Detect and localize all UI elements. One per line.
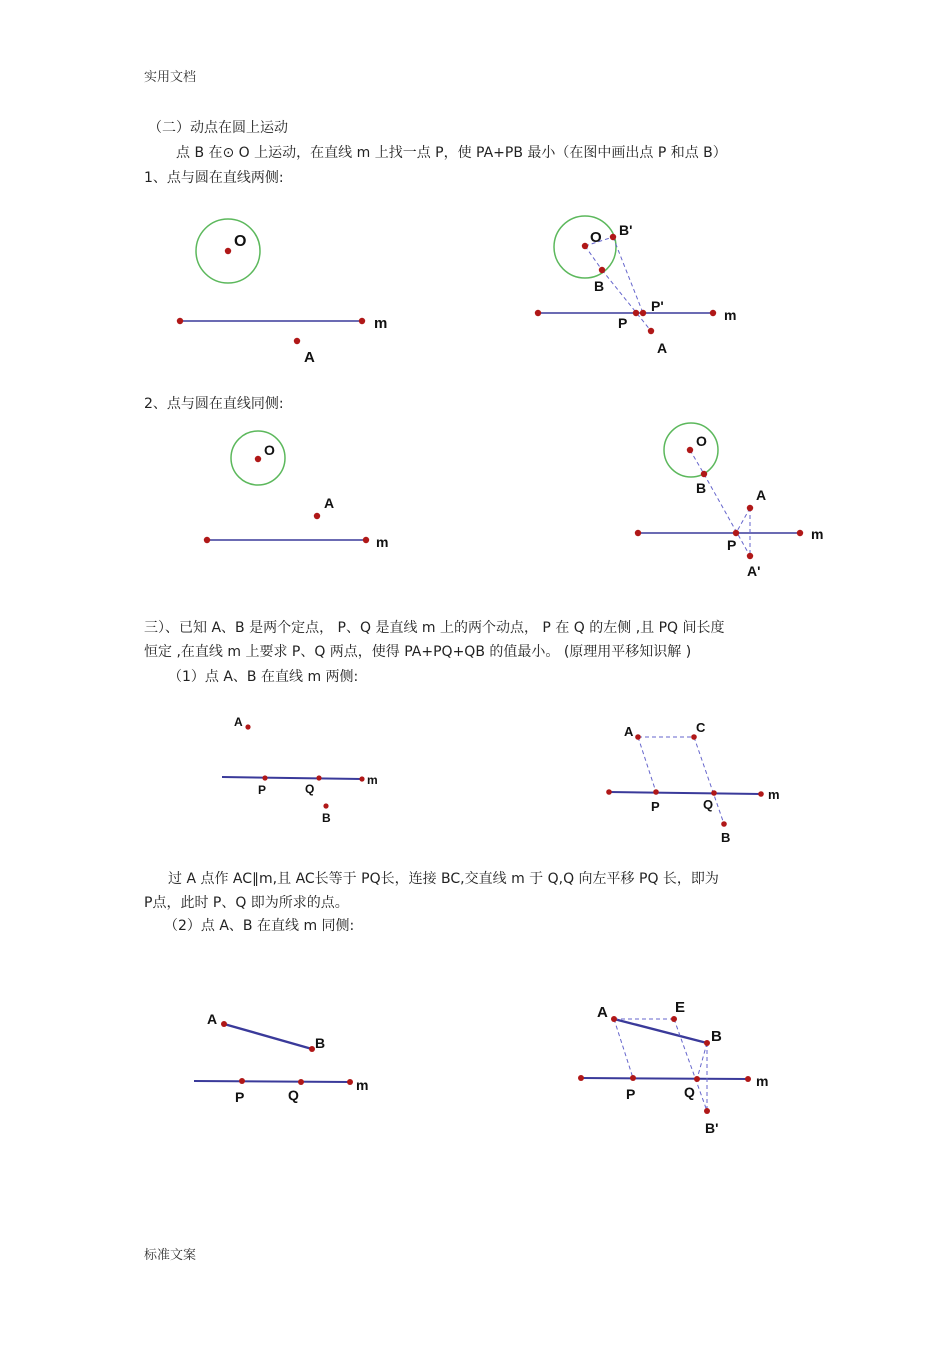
- section-2-title: （二）动点在圆上运动: [148, 120, 288, 136]
- line-endpoint: [578, 1075, 584, 1081]
- point-b: [701, 471, 707, 477]
- label-p: P: [618, 315, 628, 331]
- label-q: Q: [684, 1084, 695, 1100]
- line-m: [609, 792, 761, 794]
- point-o: [687, 447, 693, 453]
- figure-translation-opposite-right: [606, 720, 779, 845]
- figure-circle-same-left: [204, 431, 389, 550]
- line-endpoint: [177, 318, 183, 324]
- label-q: Q: [305, 782, 315, 796]
- label-m: m: [356, 1077, 369, 1093]
- label-a: A: [234, 715, 243, 729]
- label-b: B: [721, 830, 731, 845]
- line-endpoint: [359, 776, 364, 781]
- point-p-prime: [640, 310, 646, 316]
- point-p: [653, 789, 659, 795]
- point-p: [630, 1075, 636, 1081]
- point-a: [221, 1021, 227, 1027]
- line-endpoint: [347, 1079, 353, 1085]
- line-endpoint: [710, 310, 716, 316]
- label-b: B: [594, 278, 605, 294]
- label-a: A: [597, 1004, 608, 1021]
- point-o: [225, 248, 231, 254]
- label-m: m: [756, 1073, 769, 1089]
- figure-translation-opposite-left: [222, 715, 378, 825]
- point-b: [721, 821, 727, 827]
- line-m: [222, 777, 362, 779]
- line-endpoint: [758, 791, 764, 797]
- label-p: P: [626, 1086, 636, 1102]
- point-b: [704, 1040, 710, 1046]
- label-m: m: [724, 307, 737, 323]
- figure-circle-same-right: [635, 423, 824, 579]
- line-endpoint: [745, 1076, 751, 1082]
- dashed-ap: [614, 1019, 633, 1078]
- label-q: Q: [288, 1087, 299, 1103]
- dashed-ob: [690, 450, 704, 474]
- label-o: O: [590, 229, 602, 246]
- point-p: [262, 775, 267, 780]
- section-2-problem: 点 B 在⊙ O 上运动，在直线 m 上找一点 P，使 PA+PB 最小（在图中画出点 P 和点 B）: [176, 145, 727, 161]
- label-o: O: [234, 233, 247, 250]
- point-a: [611, 1016, 617, 1022]
- point-b-prime: [704, 1108, 710, 1114]
- label-p: P: [235, 1089, 245, 1105]
- line-m: [194, 1081, 350, 1082]
- label-c: C: [696, 720, 706, 735]
- line-endpoint: [363, 537, 369, 543]
- section-3-line-1: 三）、已知 A、B 是两个定点， P、Q 是直线 m 上的两个动点， P 在 Q 的左侧 ,且 PQ 间长度: [144, 620, 725, 636]
- label-m: m: [811, 526, 824, 542]
- point-a: [294, 338, 300, 344]
- point-q: [694, 1076, 700, 1082]
- point-a: [635, 734, 641, 740]
- point-b: [599, 267, 605, 273]
- figure-circle-opposite-right: [535, 216, 737, 356]
- point-b-prime: [610, 234, 616, 240]
- label-p: P: [651, 799, 660, 814]
- section-3-case-2: （2）点 A、B 在直线 m 同侧:: [164, 918, 355, 934]
- dashed-bq: [697, 1043, 707, 1079]
- label-a: A: [756, 487, 767, 503]
- line-endpoint: [535, 310, 541, 316]
- section-3-line-2: 恒定 ,在直线 m 上要求 P、Q 两点，使得 PA+PQ+QB 的值最小。 (原理用平移知识解 ): [144, 644, 692, 660]
- section-2-case-1: 1、点与圆在直线两侧:: [144, 170, 284, 186]
- section-2-case-2: 2、点与圆在直线同侧:: [144, 396, 284, 412]
- label-b: B: [322, 811, 331, 825]
- label-a: A: [207, 1011, 218, 1027]
- segment-ab: [224, 1024, 312, 1049]
- segment-ab: [614, 1019, 707, 1043]
- line-endpoint: [359, 318, 365, 324]
- label-a-prime: A': [747, 563, 761, 579]
- section-3-case-1: （1）点 A、B 在直线 m 两侧:: [168, 669, 359, 685]
- dashed-b-prime-p-prime: [613, 237, 643, 313]
- dashed-a-p: [736, 508, 750, 533]
- point-c: [691, 734, 697, 740]
- label-b: B: [696, 480, 707, 496]
- label-e: E: [675, 999, 686, 1016]
- label-p: P: [727, 537, 737, 553]
- dashed-ob: [585, 246, 602, 270]
- figure-translation-same-left: [194, 1011, 368, 1105]
- point-p: [239, 1078, 245, 1084]
- label-m: m: [374, 315, 388, 332]
- section-3-explain-2: P点，此时 P、Q 即为所求的点。: [144, 895, 349, 911]
- point-a: [747, 505, 753, 511]
- figure-translation-same-right: [578, 999, 768, 1136]
- label-a: A: [304, 349, 315, 366]
- label-b: B: [315, 1035, 326, 1051]
- point-p: [733, 530, 739, 536]
- label-b-prime: B': [705, 1120, 719, 1136]
- label-p: P: [258, 783, 267, 797]
- point-a-prime: [747, 553, 753, 559]
- label-a: A: [657, 340, 668, 356]
- line-endpoint: [797, 530, 803, 536]
- point-q: [298, 1079, 304, 1085]
- point-q: [316, 775, 321, 780]
- label-m: m: [768, 787, 780, 802]
- section-3-explain-1: 过 A 点作 AC∥m,且 AC长等于 PQ长，连接 BC,交直线 m 于 Q,Q 向左平移 PQ 长，即为: [168, 871, 719, 887]
- figure-circle-opposite-left: [177, 219, 388, 366]
- point-o: [582, 243, 588, 249]
- point-p: [633, 310, 639, 316]
- line-endpoint: [606, 789, 612, 795]
- label-p-prime: P': [651, 298, 664, 314]
- point-e: [671, 1016, 677, 1022]
- line-endpoint: [635, 530, 641, 536]
- line-endpoint: [204, 537, 210, 543]
- point-a: [245, 724, 250, 729]
- dashed-ap: [638, 737, 656, 792]
- label-b: B: [711, 1028, 722, 1045]
- label-q: Q: [703, 797, 714, 812]
- label-o: O: [696, 433, 707, 449]
- point-b: [323, 803, 328, 808]
- point-q: [711, 790, 717, 796]
- point-a: [648, 328, 654, 334]
- page-footer: 标准文案: [144, 1248, 197, 1263]
- point-a: [314, 513, 320, 519]
- label-m: m: [376, 534, 389, 550]
- label-a: A: [624, 724, 634, 739]
- label-b-prime: B': [619, 222, 633, 238]
- point-o: [255, 456, 261, 462]
- label-o: O: [264, 442, 275, 458]
- label-a: A: [324, 495, 335, 511]
- page-header: 实用文档: [144, 70, 197, 85]
- line-m: [581, 1078, 748, 1079]
- label-m: m: [367, 773, 378, 787]
